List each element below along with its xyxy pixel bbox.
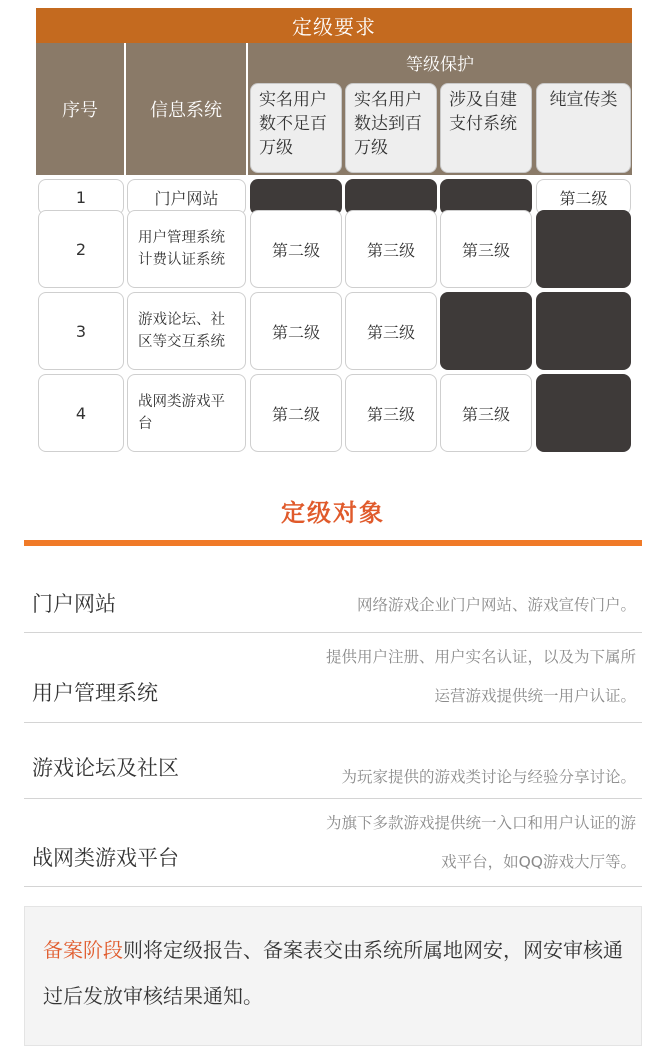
filing-stage-note <box>24 906 642 1046</box>
list-divider <box>24 886 642 887</box>
row3-col3 <box>440 292 532 370</box>
object-desc: 提供用户注册、用户实名认证，以及为下属所 <box>325 648 636 666</box>
row3-col1: 第二级 <box>250 292 342 370</box>
row2-col3: 第三级 <box>440 210 532 288</box>
row4-col4 <box>536 374 631 452</box>
object-desc: 为玩家提供的游戏类讨论与经验分享讨论。 <box>341 768 636 786</box>
list-divider <box>24 632 642 633</box>
row3-col4 <box>536 292 631 370</box>
note-text: 则将定级报告、备案表交由系统所属地网安，网安审核通过后发放审核结果通知。 <box>43 938 623 1008</box>
row3-index: 3 <box>38 292 124 370</box>
note-highlight: 备案阶段 <box>43 938 123 962</box>
object-name: 用户管理系统 <box>32 681 158 705</box>
object-name: 门户网站 <box>32 592 116 616</box>
row4-col3: 第三级 <box>440 374 532 452</box>
object-name: 战网类游戏平台 <box>32 846 179 870</box>
row2-col2: 第三级 <box>345 210 437 288</box>
row4-col2: 第三级 <box>345 374 437 452</box>
header-col-1: 实名用户数不足百万级 <box>250 83 342 173</box>
section-title: 定级对象 <box>281 499 385 527</box>
row2-col4 <box>536 210 631 288</box>
row3-system: 游戏论坛、社区等交互系统 <box>127 292 246 370</box>
row2-system: 用户管理系统计费认证系统 <box>127 210 246 288</box>
row1-system: 门户网站 <box>127 179 246 215</box>
row2-index: 2 <box>38 210 124 288</box>
object-desc: 网络游戏企业门户网站、游戏宣传门户。 <box>356 596 636 614</box>
header-col-3: 涉及自建支付系统 <box>440 83 532 173</box>
object-desc-cont: 戏平台，如QQ游戏大厅等。 <box>441 853 636 871</box>
section-divider <box>24 540 642 546</box>
header-system: 信息系统 <box>126 43 246 175</box>
row4-col1: 第二级 <box>250 374 342 452</box>
grading-table <box>36 8 632 454</box>
row4-index: 4 <box>38 374 124 452</box>
object-desc-cont: 运营游戏提供统一用户认证。 <box>434 687 636 705</box>
header-index: 序号 <box>36 43 124 175</box>
header-col-4: 纯宣传类 <box>536 83 631 173</box>
row4-system: 战网类游戏平台 <box>127 374 246 452</box>
list-divider <box>24 798 642 799</box>
object-name: 游戏论坛及社区 <box>32 756 179 780</box>
row3-col2: 第三级 <box>345 292 437 370</box>
header-protection: 等级保护 <box>248 43 632 81</box>
table-title: 定级要求 <box>36 8 632 43</box>
row1-col4: 第二级 <box>536 179 631 215</box>
row1-index: 1 <box>38 179 124 215</box>
row2-col1: 第二级 <box>250 210 342 288</box>
header-col-2: 实名用户数达到百万级 <box>345 83 437 173</box>
object-desc: 为旗下多款游戏提供统一入口和用户认证的游 <box>325 814 636 832</box>
list-divider <box>24 722 642 723</box>
